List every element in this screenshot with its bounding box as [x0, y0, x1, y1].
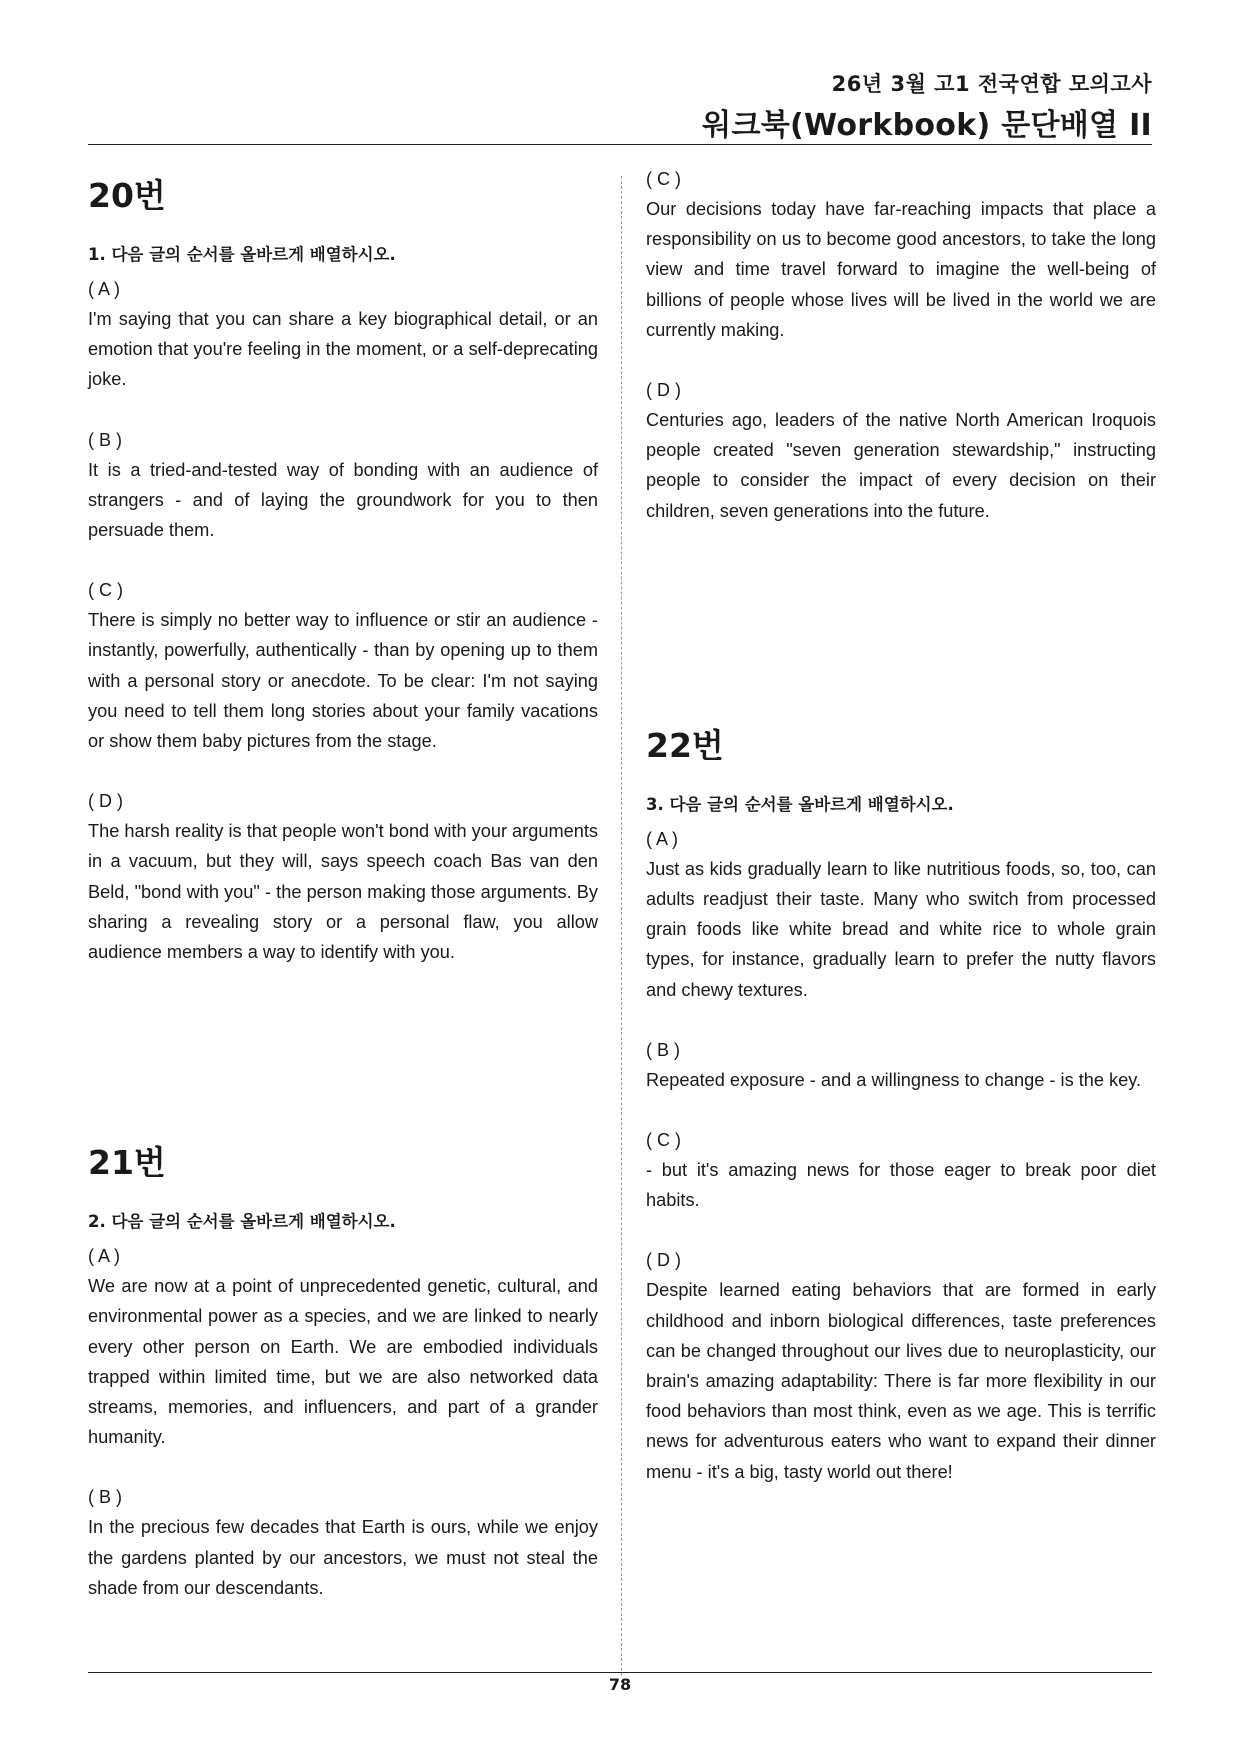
paragraph-label: ( A ) — [88, 279, 121, 299]
paragraph-label: ( A ) — [646, 828, 679, 849]
paragraph-text: Repeated exposure - and a willingness to change - is the key. — [646, 1069, 1142, 1090]
paragraph-text: Just as kids gradually learn to like nutritious foods, so, too, can adults readjust their taste. Many who switch from processed grain foods like white bread and white rice to whole grain types, for instance, gradually learn to prefer the nutty flavors and chewy textures. — [646, 858, 1156, 1000]
paragraph-label: ( C ) — [88, 580, 123, 601]
paragraph-text: We are now at a point of unprecedented genetic, cultural, and environmental power as a species, and we are linked to nearly every other person on Earth. We are embodied individuals trapped within limited time, but we are also networked data streams, memories, and influencers, and part of a grander humanity. — [88, 1276, 598, 1448]
paragraph-text: The harsh reality is that people won't bond with your arguments in a vacuum, but they will, says speech coach Bas van den Beld, "bond with you" - the person making those arguments. By sharing a revealing story or a personal flaw, you allow audience members a way to identify with you. — [88, 821, 598, 963]
exam-title: 26년 3월 고1 전국연합 모의고사 — [831, 72, 1152, 96]
section-title-22: 22번 — [646, 725, 724, 765]
page-header — [88, 62, 1152, 145]
paragraph-text: - but it's amazing news for those eager to break poor diet habits. — [646, 1160, 1156, 1211]
section-title-21: 21번 — [88, 1143, 166, 1183]
paragraph-label: ( D ) — [646, 380, 681, 401]
paragraph-text: In the precious few decades that Earth is ours, while we enjoy the gardens planted by our ancestors, we must not steal the shade from our descendants. — [88, 1517, 598, 1598]
paragraph-text: Our decisions today have far-reaching impacts that place a responsibility on us to become good ancestors, to take the long view and time travel forward to imagine the well-being of billions of people whose lives will be lived in the world we are currently making. — [646, 199, 1156, 340]
question-1: 1. 다음 글의 순서를 올바르게 배열하시오. — [88, 245, 396, 264]
paragraph-label: ( C ) — [646, 1130, 681, 1151]
right-column — [646, 164, 1156, 1517]
page-number: 78 — [608, 1675, 632, 1694]
footer-rule — [88, 1672, 1152, 1673]
question-2: 2. 다음 글의 순서를 올바르게 배열하시오. — [88, 1212, 396, 1232]
paragraph-label: ( B ) — [88, 1487, 122, 1508]
paragraph-label: ( C ) — [646, 169, 681, 189]
paragraph-label: ( B ) — [646, 1039, 680, 1060]
workbook-title: 워크북(Workbook) 문단배열 II — [702, 108, 1152, 143]
paragraph-text: It is a tried-and-tested way of bonding with an audience of strangers - and of laying the groundwork for you to then persuade them. — [88, 459, 598, 541]
paragraph-label: ( A ) — [88, 1246, 121, 1267]
section-spacer — [646, 556, 1156, 708]
paragraph-text: Centuries ago, leaders of the native North American Iroquois people created "seven generation stewardship," instructing people to consider the impact of every decision on their children, seven generations into the future. — [646, 410, 1156, 521]
column-divider — [621, 176, 622, 1676]
section-title-20: 20번 — [88, 176, 166, 215]
question-3: 3. 다음 글의 순서를 올바르게 배열하시오. — [646, 794, 954, 814]
paragraph-label: ( D ) — [88, 791, 123, 812]
left-column — [88, 158, 598, 1633]
paragraph-label: ( B ) — [88, 429, 122, 450]
section-spacer — [88, 997, 598, 1125]
paragraph-text: Despite learned eating behaviors that are formed in early childhood and inborn biological differences, taste preferences can be changed throughout our lives due to neuroplasticity, our brain's amazing adaptability: There is far more flexibility in our food behaviors than most think, even as we age. This is terrific news for adventurous eaters who want to expand their dinner menu - it's a big, tasty world out there! — [646, 1280, 1156, 1482]
paragraph-text: I'm saying that you can share a key biographical detail, or an emotion that you're feeling in the moment, or a self-deprecating joke. — [88, 309, 598, 390]
paragraph-text: There is simply no better way to influence or stir an audience - instantly, powerfully, authentically - than by opening up to them with a personal story or anecdote. To be clear: I'm not saying you need to tell them long stories about your family vacations or show them baby pictures from the stage. — [88, 610, 598, 752]
paragraph-label: ( D ) — [646, 1250, 681, 1271]
